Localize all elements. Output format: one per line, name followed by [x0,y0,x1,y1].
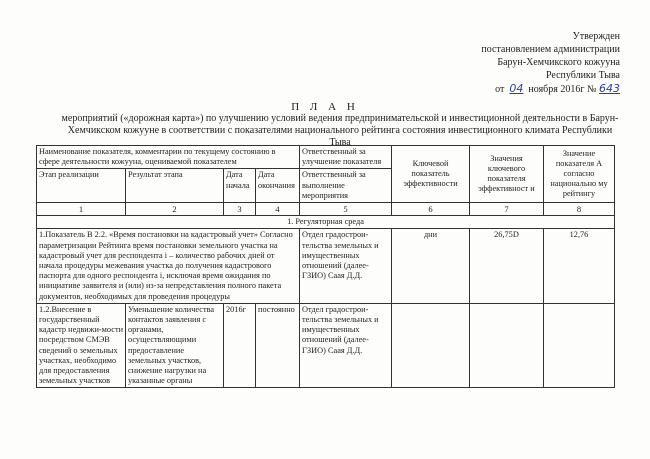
header-key-values: Значения ключевого показателя эффективност и [470,146,544,203]
row1-responsible: Отдел градострои-тельства земельных и имущественных отношений (далее- ГЗИО) Саая Д.Д. [300,229,392,303]
column-number: 2 [126,203,224,216]
row2-stage: 1.2.Внесение в государственный кадастр недвижи-мости посредством СМЭВ сведений о земельных участках, необходимо для предоставления земельных участков [37,303,126,388]
row1-key-value: 26,75D [470,229,544,303]
column-number: 6 [392,203,470,216]
header-date-end: Дата окончания [256,169,300,203]
approval-date-line [481,82,620,96]
column-numbers-row [37,203,615,216]
row2-date-start: 2016г [224,303,256,388]
column-number: 7 [470,203,544,216]
column-number: 3 [224,203,256,216]
row2-empty-value-a [544,303,615,388]
row2-empty-key [392,303,470,388]
table-row [37,303,615,388]
section-title: 1. Регуляторная среда [37,216,615,229]
row1-indicator: 1.Показатель В 2.2. «Время постановки на кадастровый учет» Согласно параметризации Рейтинга время постановки земельного участка на кадастровый учет для респондента i – количество рабочих дней от начала процедуры межевания участка до получения кадастрового паспорта для одного респондента i, исключая время ожидания по инициативе заявителя и (или) из-за непредставления полного пакета документов, необходимых для проведения процедуры [37,229,300,303]
row1-value-a: 12,76 [544,229,615,303]
header-stage-result: Результат этапа [126,169,224,203]
row2-date-end: постоянно [256,303,300,388]
approval-date-prefix: от [495,84,505,95]
header-stage: Этап реализации [37,169,126,203]
approval-line-district: Барун-Хемчикского кожууна [497,57,620,68]
approval-line-resolution: постановлением администрации [481,44,620,55]
row2-empty-values [470,303,544,388]
approval-line-republic: Республики Тыва [545,70,620,81]
header-indicator-name: Наименование показателя, комментарии по текущему состоянию в сфере деятельности кожууна, оцениваемой показателем [37,146,300,169]
column-number: 5 [300,203,392,216]
table-header-row-1 [37,146,615,169]
column-number: 1 [37,203,126,216]
header-responsible-exec: Ответственный за выполнение мероприятия [300,169,392,203]
table-row [37,229,615,303]
approval-month-year: ноября 2016г № [528,84,597,95]
section-row [37,216,615,229]
approval-day-handwritten: 04 [509,82,524,95]
approval-line-approved: Утвержден [572,31,620,42]
approval-number-handwritten: 643 [599,82,620,95]
row2-result: Уменьшение количества контактов заявления с органами, осуществляющими предоставление земельных участков, снижение нагрузки на указанные органы [126,303,224,388]
column-number: 4 [256,203,300,216]
column-number: 8 [544,203,615,216]
header-date-start: Дата начала [224,169,256,203]
row2-responsible: Отдел градострои-тельства земельных и имущественных отношений (далее- ГЗИО) Саая Д.Д. [300,303,392,388]
header-value-a: Значение показателя А согласно национально му рейтингу [544,146,615,203]
row1-key-indicator: дни [392,229,470,303]
header-responsible-improve: Ответственный за улучшение показателя [300,146,392,169]
plan-subtitle: мероприятий («дорожная карта») по улучшению условий ведения предпринимательской и инвестиционной деятельности в Барун-Хемчикском кожууне в соответствии с показателями национального рейтинга состояния инвестиционного климата Республики Тыва [61,113,619,148]
plan-title: П Л А Н [291,101,359,113]
plan-table [36,145,615,388]
approval-block [481,30,620,96]
header-key-indicator: Ключевой показатель эффективности [392,146,470,203]
